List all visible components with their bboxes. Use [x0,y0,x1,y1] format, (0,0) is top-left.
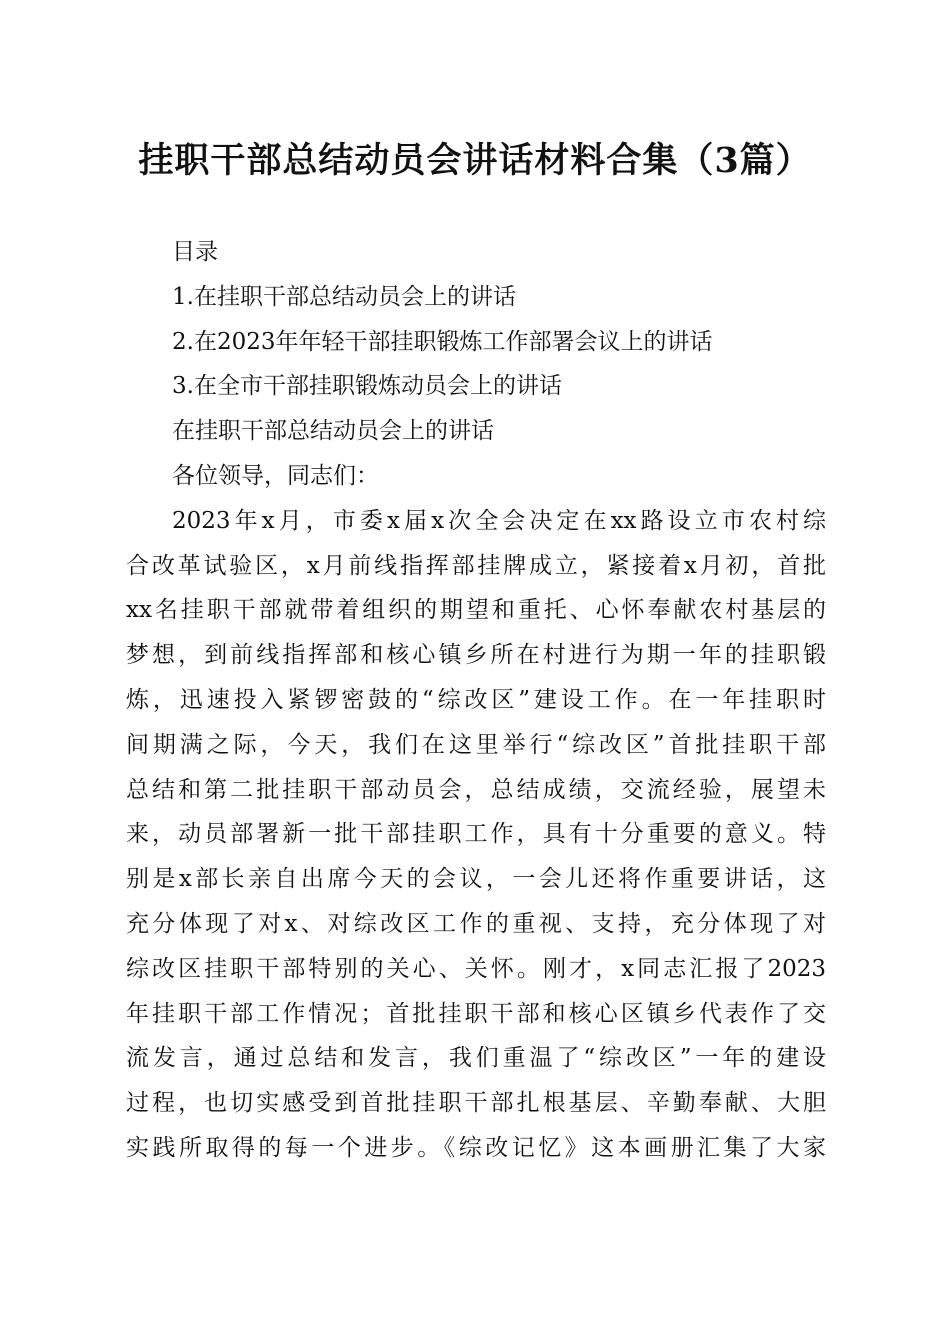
paragraph-line: 来，动员部署新一批干部挂职工作，具有十分重要的意义。特 [126,821,826,848]
paragraph-line: 梦想，到前线指挥部和核心镇乡所在村进行为期一年的挂职锻 [126,642,826,669]
paragraph-line: 合改革试验区，x月前线指挥部挂牌成立，紧接着x月初，首批 [126,552,826,579]
toc-item: 3.在全市干部挂职锻炼动员会上的讲话 [172,373,562,400]
paragraph-line: xx名挂职干部就带着组织的期望和重托、心怀奉献农村基层的 [126,597,826,624]
toc-item: 2.在2023年年轻干部挂职锻炼工作部署会议上的讲话 [172,328,713,355]
section-title: 在挂职干部总结动员会上的讲话 [172,418,494,445]
paragraph-line: 流发言，通过总结和发言，我们重温了“综改区”一年的建设 [126,1045,826,1072]
paragraph-line: 实践所取得的每一个进步。《综改记忆》这本画册汇集了大家 [126,1134,826,1161]
paragraph-line: 年挂职干部工作情况；首批挂职干部和核心区镇乡代表作了交 [126,1000,826,1027]
paragraph-line: 充分体现了对x、对综改区工作的重视、支持，充分体现了对 [126,910,826,937]
paragraph-line: 过程，也切实感受到首批挂职干部扎根基层、辛勤奉献、大胆 [126,1090,826,1117]
paragraph-line: 别是x部长亲自出席今天的会议，一会儿还将作重要讲话，这 [126,866,826,893]
paragraph-line: 总结和第二批挂职干部动员会，总结成绩，交流经验，展望未 [126,776,826,803]
document-body [126,230,826,1171]
document-title: 挂职干部总结动员会讲话材料合集（3篇） [138,140,812,181]
paragraph-line: 综改区挂职干部特别的关心、关怀。刚才，x同志汇报了2023 [126,955,826,982]
toc-heading: 目录 [172,239,218,265]
paragraph-line: 间期满之际，今天，我们在这里举行“综改区”首批挂职干部 [126,731,826,758]
paragraph-line: 炼，迅速投入紧锣密鼓的“综改区”建设工作。在一年挂职时 [126,686,826,713]
salutation: 各位领导，同志们： [172,462,379,489]
toc-item: 1.在挂职干部总结动员会上的讲话 [172,283,516,310]
paragraph-line: 2023年x月，市委x届x次全会决定在xx路设立市农村综 [172,507,826,534]
